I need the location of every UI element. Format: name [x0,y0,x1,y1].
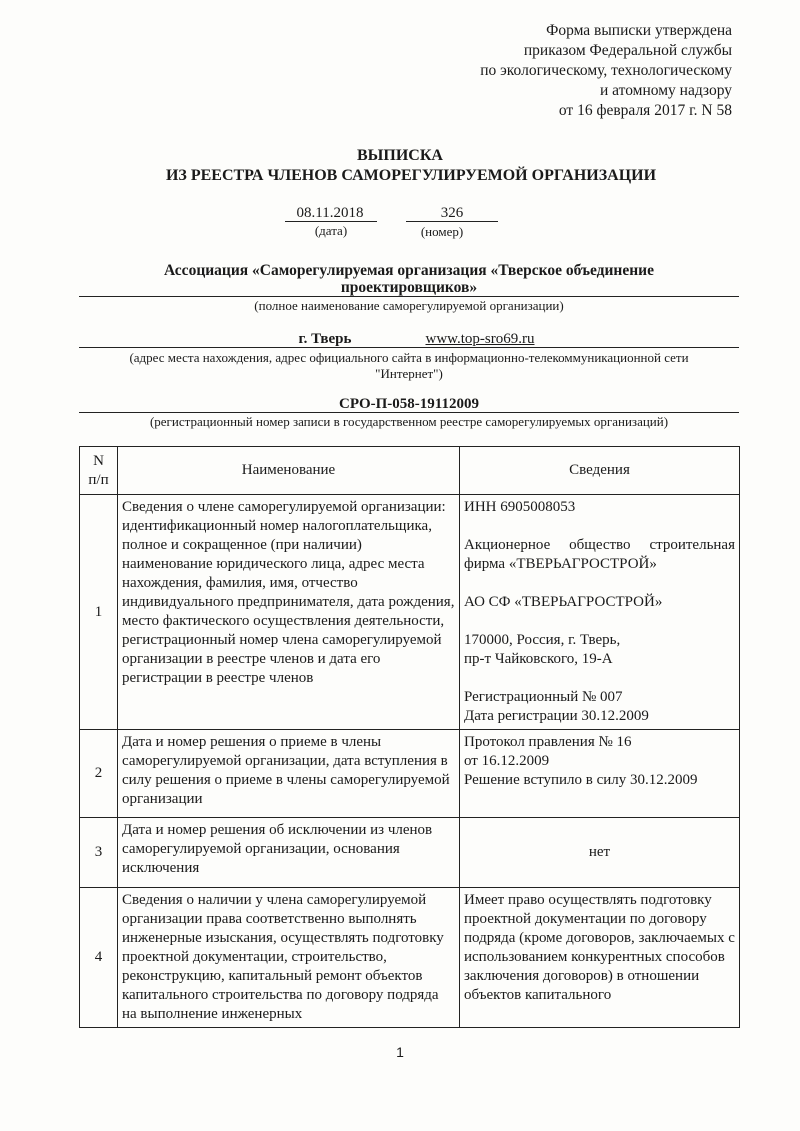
row-info [460,495,740,730]
row-info: нет [460,818,740,888]
organization-name-line-2: проектировщиков» [340,279,478,296]
organization-city: г. Тверь [298,331,352,347]
organization-website-link[interactable]: www.top-sro69.ru [425,331,535,347]
title-line-2: ИЗ РЕЕСТРА ЧЛЕНОВ САМОРЕГУЛИРУЕМОЙ ОРГАНИЗАЦИИ [165,167,657,184]
page-number: 1 [396,1044,404,1060]
approval-line: по экологическому, технологическому [480,62,732,79]
row-number: 1 [80,495,118,730]
column-header-name: Наименование [118,447,460,495]
member-inn: ИНН 6905008053 [464,499,576,515]
row-info [460,888,740,1028]
organization-name-caption: (полное наименование саморегулируемой организации) [254,298,564,313]
address-underline [79,347,739,348]
date-caption: (дата) [314,223,348,238]
sro-registration-number: СРО-П-058-19112009 [339,396,479,412]
organization-name-line-1: Ассоциация «Саморегулируемая организация «Тверское объединение [164,262,654,279]
extract-date: 08.11.2018 [296,205,364,221]
member-info-table [79,446,740,1028]
date-underline [285,221,377,222]
member-full-name: Акционерное общество строительная фирма «ТВЕРЬАГРОСТРОЙ» [464,537,735,572]
row-name [118,818,460,888]
address-caption-line-2: "Интернет") [375,366,443,381]
member-short-name: АО СФ «ТВЕРЬАГРОСТРОЙ» [464,594,663,610]
row-number: 3 [80,818,118,888]
row-name [118,730,460,818]
extract-number: 326 [440,205,464,221]
row-name [118,495,460,730]
approval-line: и атомному надзору [600,82,732,99]
row-number: 2 [80,730,118,818]
table-row [80,495,740,730]
row-name-text: Сведения о наличии у члена саморегулируемой организации права соответственно выполнять инженерные изыскания, осуществлять подготовку проектной документации, строительство, реконструкцию, капитальный ремонт объектов капитального строительства по договору подряда на выполнение инженерных [122,892,444,1022]
approval-line: приказом Федеральной службы [523,42,732,59]
member-registration-date: Дата регистрации 30.12.2009 [464,708,649,724]
row-name-text: Дата и номер решения об исключении из членов саморегулируемой организации, основания исключения [122,822,433,876]
document-title [0,146,800,186]
number-caption: (номер) [420,224,464,239]
number-underline [406,221,498,222]
table-row [80,888,740,1028]
column-header-info: Сведения [460,447,740,495]
member-address-line-2: пр-т Чайковского, 19-А [464,651,613,667]
approval-line: Форма выписки утверждена [546,22,732,39]
approval-note [480,21,732,121]
admission-date: от 16.12.2009 [464,753,550,769]
reg-number-caption: (регистрационный номер записи в государственном реестре саморегулируемых организаций) [149,414,669,429]
table-header-row [80,447,740,495]
column-header-number [80,447,118,495]
row-name [118,888,460,1028]
table-row [80,730,740,818]
organization-name-underline [79,296,739,297]
header-num-line-1: N [93,452,104,469]
header-num-line-2: п/п [88,471,109,488]
approval-line: от 16 февраля 2017 г. N 58 [558,102,732,119]
admission-protocol: Протокол правления № 16 [464,734,632,750]
member-registration-number: Регистрационный № 007 [464,689,623,705]
row-number: 4 [80,888,118,1028]
table-row [80,818,740,888]
reg-number-underline [79,412,739,413]
row-name-text: Дата и номер решения о приеме в члены саморегулируемой организации, дата вступления в силу решения о приеме в члены саморегулируемой организации [122,734,450,807]
title-line-1: ВЫПИСКА [357,147,443,164]
row-info-text: Имеет право осуществлять подготовку проектной документации по договору подряда (кроме договоров, заключаемых с использованием конкурентных способов заключения договоров) в отношении объектов капитального [464,892,735,1003]
member-address-line-1: 170000, Россия, г. Тверь, [464,632,621,648]
address-caption-line-1: (адрес места нахождения, адрес официального сайта в информационно-телекоммуникационной сети [129,350,689,365]
row-name-text: Сведения о члене саморегулируемой организации: идентификационный номер налогоплательщика, полное и сокращенное (при наличии) наименование юридического лица, адрес места нахождения, фамилия, имя, отчество индивидуального предпринимателя, дата рождения, место фактического осуществления деятельности, регистрационный номер члена саморегулируемой организации в реестре членов и дата его регистрации в реестре членов [122,499,455,686]
admission-effective: Решение вступило в силу 30.12.2009 [464,772,698,788]
row-info [460,730,740,818]
